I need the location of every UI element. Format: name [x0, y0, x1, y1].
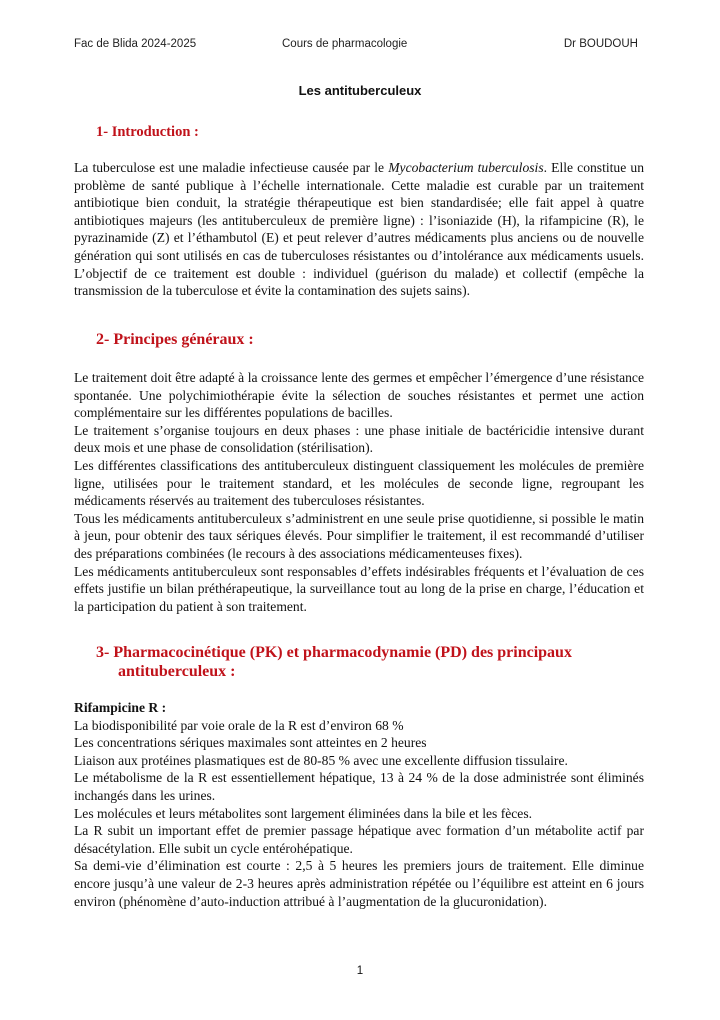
species-name: Mycobacterium tuberculosis — [388, 160, 544, 175]
pk-line-2: Les concentrations sériques maximales sont atteintes en 2 heures — [74, 735, 427, 751]
pk-line-3: Liaison aux protéines plasmatiques est de 80-85 % avec une excellente diffusion tissulaire. — [74, 752, 568, 768]
section-intro-heading: 1- Introduction : — [96, 124, 199, 140]
section-intro-body — [74, 159, 644, 300]
pkpd-heading-line-2: antituberculeux : — [118, 663, 236, 680]
pk-line-1: La biodisponibilité par voie orale de la R est d’environ 68 % — [74, 717, 404, 733]
section-principes-body — [74, 369, 644, 615]
principes-paragraph-1: Le traitement doit être adapté à la croissance lente des germes et empêcher l’émergence d’une résistance spontanée. Une polychimiothérapie évite la sélection de souches résistantes et permet une action complémentaire sur les différentes populations de bacilles. — [74, 370, 644, 421]
principes-paragraph-4: Tous les médicaments antituberculeux s’administrent en une seule prise quotidienne, si possible le matin à jeun, pour obtenir des taux sériques élevés. Pour simplifier le traitement, il est recommandé d’utiliser des préparations combinées (le recours à des associations médicamenteuses fixes). — [74, 510, 644, 561]
pk-line-5: Les molécules et leurs métabolites sont largement éliminées dans la bile et les fèces. — [74, 805, 533, 821]
pk-line-4: Le métabolisme de la R est essentiellement hépatique, 13 à 24 % de la dose administrée sont éliminés inchangés dans les urines. — [74, 770, 644, 803]
section-pkpd-body — [74, 699, 644, 910]
intro-paragraph: La tuberculose est une maladie infectieuse causée par le Mycobacterium tuberculosis. Elle constitue un problème de santé publique à l’échelle internationale. Cette maladie est curable par un traitement antibiotique bien conduit, la stratégie thérapeutique est bien standardisée; elle fait appel à quatre antibiotiques majeurs (les antituberculeux de première ligne) : l’isoniazide (H), la rifampicine (R), le pyrazinamide (Z) et l’éthambutol (E) et peut relever d’autres médicaments plus anciens ou de nouvelle génération qui sont utilisés en cas de tuberculoses résistantes ou d’intolérance aux médicaments usuels. L’objectif de ce traitement est double : individuel (guérison du malade) et collectif (empêche la transmission de la tuberculose et évite la contamination des sujets sains). — [74, 160, 644, 299]
page-title: Les antituberculeux — [298, 83, 422, 98]
section-principes-heading: 2- Principes généraux : — [96, 331, 254, 348]
principes-paragraph-3: Les différentes classifications des antituberculeux distinguent classiquement les molécules de première ligne, utilisées pour le traitement standard, et les molécules de seconde ligne, regroupant les médicaments réservés au traitement des tuberculoses résistantes. — [74, 457, 644, 509]
pkpd-heading-line-1: 3- Pharmacocinétique (PK) et pharmacodynamie (PD) des principaux — [96, 644, 572, 661]
principes-paragraph-5: Les médicaments antituberculeux sont responsables d’effets indésirables fréquents et l’évaluation de ces effets justifie un bilan préthérapeutique, la surveillance tout au long de la prise en charge, l’éducation et la participation du patient à son traitement. — [74, 563, 644, 614]
section-pkpd-heading — [96, 643, 644, 681]
header-left: Fac de Blida 2024-2025 — [74, 38, 197, 50]
pk-line-7: Sa demi-vie d’élimination est courte : 2,5 à 5 heures les premiers jours de traitement. Elle diminue encore jusqu’à une valeur de 2-3 heures après administration répétée ou l’équilibre est atteint en 6 jours environ (phénomène d’auto-induction attribué à l’augmentation de la glucuronidation). — [74, 858, 644, 909]
header-center: Cours de pharmacologie — [282, 38, 408, 50]
rifampicine-subheading: Rifampicine R : — [74, 700, 167, 715]
page-number: 1 — [356, 965, 364, 977]
principes-paragraph-2: Le traitement s’organise toujours en deux phases : une phase initiale de bactéricidie intensive durant deux mois et une phase de consolidation (stérilisation). — [74, 422, 644, 456]
header-right: Dr BOUDOUH — [563, 38, 638, 50]
pk-line-6: La R subit un important effet de premier passage hépatique avec formation d’un métabolite actif par désacétylation. Elle subit un cycle entérohépatique. — [74, 823, 644, 856]
